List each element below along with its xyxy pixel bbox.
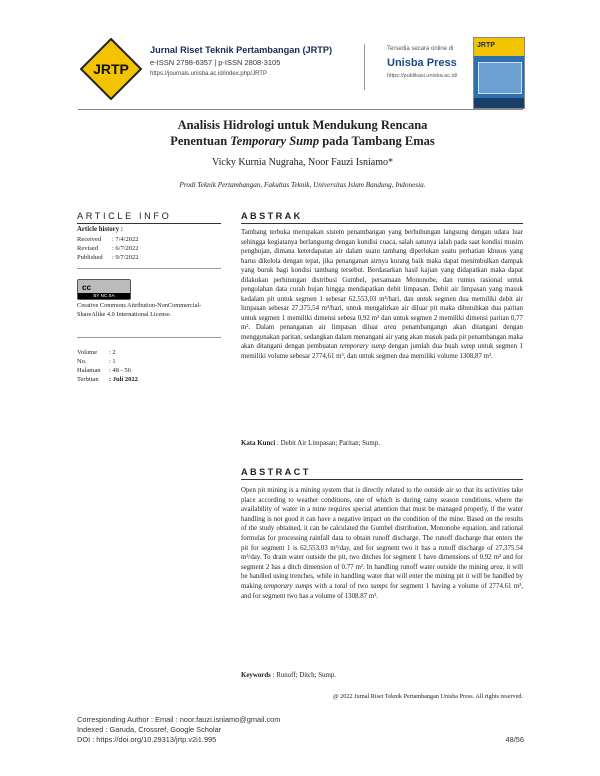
info-divider-2 bbox=[77, 337, 221, 338]
volume-list bbox=[77, 349, 138, 385]
issue-date-row: Terbitan : Juli 2022 bbox=[77, 375, 138, 383]
footer-info bbox=[77, 715, 280, 745]
copyright: @ 2022 Jurnal Riset Teknik Pertambangan Unisba Press. All rights reserved. bbox=[332, 693, 523, 700]
info-divider-1 bbox=[77, 268, 221, 269]
volume-row: Volume : 2 bbox=[77, 349, 116, 356]
authors: Vicky Kurnia Nugraha, Noor Fauzi Isniamo* bbox=[211, 157, 394, 168]
abstract-rule bbox=[241, 479, 523, 480]
header-divider bbox=[364, 44, 365, 90]
page-number: 48/56 bbox=[505, 735, 524, 744]
title-line-1: Analisis Hidrologi untuk Mendukung Rencana bbox=[177, 118, 428, 132]
journal-name: Jurnal Riset Teknik Pertambangan (JRTP) bbox=[150, 45, 333, 55]
number-row: No. : 1 bbox=[77, 357, 116, 365]
publisher-url[interactable]: https://publikasi.unisba.ac.id/ bbox=[387, 73, 458, 79]
article-info-heading: ARTICLE INFO bbox=[77, 211, 172, 221]
indexed-by: Indexed : Garuda, Crossref, Google Scholar bbox=[77, 725, 222, 734]
cover-label: JRTP bbox=[477, 42, 495, 49]
cc-bar: BY NC SA bbox=[78, 293, 130, 299]
publisher-caption: Tersedia secara online di bbox=[387, 46, 454, 52]
keywords: Keywords : Runoff; Ditch; Sump. bbox=[241, 672, 337, 679]
journal-logo bbox=[80, 38, 142, 100]
history-list bbox=[77, 235, 139, 262]
cover-photo bbox=[478, 62, 522, 94]
history-revised: Revised : 6/7/2022 bbox=[77, 245, 139, 252]
title-line-2: Penentuan Temporary Sump pada Tambang Emas bbox=[170, 134, 435, 148]
cc-license-badge[interactable] bbox=[77, 279, 131, 300]
history-title: Article history : bbox=[77, 226, 124, 233]
cc-icon: cc bbox=[82, 283, 91, 292]
abstract-body: Open pit mining is a mining system that is directly related to the outside air so that its activities take place according to weather conditions, one of which is during rainy season conditions, where the availability of water in a mine requires special attention that must be managed properly, if the water handling is not good it can have a negative impact on the condition of the mine. Based on the results of the study obtained, it can be calculated the Gumbel distribution, Mononobe equation, and rational formulas for processing rainfall data to obtain runoff discharge. The runoff discharge that enters the pit for segment 1 is 62,553.03 m³/day, and for segment two it has a runoff discharge of 27,375.54 m³/day. To drain water outside the pit, two ditches for segment 1 have dimensions of 0.92 m² and for segment 2 has a ditch dimension of 0.77 m². In handling runoff water outside the mining area, it will be handled using trenches, while in handling water that will enter the mining pit it will be handled by making temporary sumps with a total of two sumps for segment 1 having a volume of 2774.61 m³, and for segment two has a volume of 1308.87 m³. bbox=[241, 487, 524, 600]
logo-text: JRTP bbox=[93, 61, 129, 77]
journal-cover-image bbox=[473, 37, 525, 109]
history-published: Published : 9/7/2022 bbox=[77, 254, 139, 261]
kata-kunci: Kata Kunci : Debit Air Limpasan; Paritan; Sump. bbox=[241, 440, 380, 447]
journal-url[interactable]: https://journals.unisba.ac.id/index.php/JRTP bbox=[150, 71, 267, 77]
publisher-name: Unisba Press bbox=[387, 57, 457, 69]
abstrak-heading: ABSTRAK bbox=[241, 211, 303, 221]
cover-footer-band bbox=[474, 98, 524, 108]
journal-issn: e-ISSN 2798-6357 | p-ISSN 2808-3105 bbox=[150, 58, 281, 67]
corresponding-author: Corresponding Author : Email : noor.fauzi.isniamo@gmail.com bbox=[77, 715, 281, 724]
header-rule bbox=[78, 109, 523, 110]
abstrak-rule bbox=[241, 223, 523, 224]
abstrak-body: Tambang terbuka merupakan sistem penambangan yang berhubungan langsung dengan udara luar sehingga kegiatanya berlangsung dengan kondisi cuaca, salah satunya ialah pada saat kondisi musim penghujan, dimana keterdapatan air dalam suatu tambang diperlukan suatu perhatian khusus yang harus dikelola dengan tepat, jika penanganan airnya kurang baik maka dapat menimbulkan dampak yang buruk bagi kondisi tambang tersebut. Berdasarkan hasil kajian yang didapatkan maka dapat dilakukan perhitungan distribusi Gumbel, persamaan Mononobe, dan rumus rasional untuk pengolahan data curah hujan hingga mendapatkan debit limpasan. Debit air limpasan yang masuk kedalam pit untuk segmen 1 sebesar 62.553,03 m³/hari, dan untuk segmen dua memiliki debit air limpasan sebesar 27.375,54 m³/hari, untuk mengalirkan air diluar pit maka dibutuhkan dua paritan untuk segmen 1 memiliki dimensi sebesa 0,92 m² dan untuk segmen 2 memiliki dimensi paritan 0,77 m². Dalam penanganan air limpasan diluar area penambangangn akan ditangani dengan menggunakan paritan, sedangkan dalam menangani air yang akan masuk pada pit penambangan maka akan ditangani dengan pembuatan temporary sump dengan jumlah dua buah sump untuk segmen 1 memiliki volume sebesar 2774,61 m³, dan untuk segmen dua memiliki volume 1308,87 m³. bbox=[241, 229, 524, 360]
article-title bbox=[80, 117, 525, 149]
history-received: Received : 7/4/2022 bbox=[77, 236, 139, 243]
pages-row: Halaman : 48 - 56 bbox=[77, 366, 131, 374]
abstract-heading: ABSTRACT bbox=[241, 467, 311, 477]
doi-link[interactable]: DOI : https://doi.org/10.29313/jrtp.v2i1.995 bbox=[77, 735, 217, 744]
license-text: Creative Commons Attribution-NonCommercial-ShareAlike 4.0 International License. bbox=[77, 302, 202, 318]
affiliation: Prodi Teknik Pertambangan, Fakultas Teknik, Universitas Islam Bandung, Indonesia. bbox=[179, 181, 426, 189]
article-info-rule bbox=[77, 223, 221, 224]
